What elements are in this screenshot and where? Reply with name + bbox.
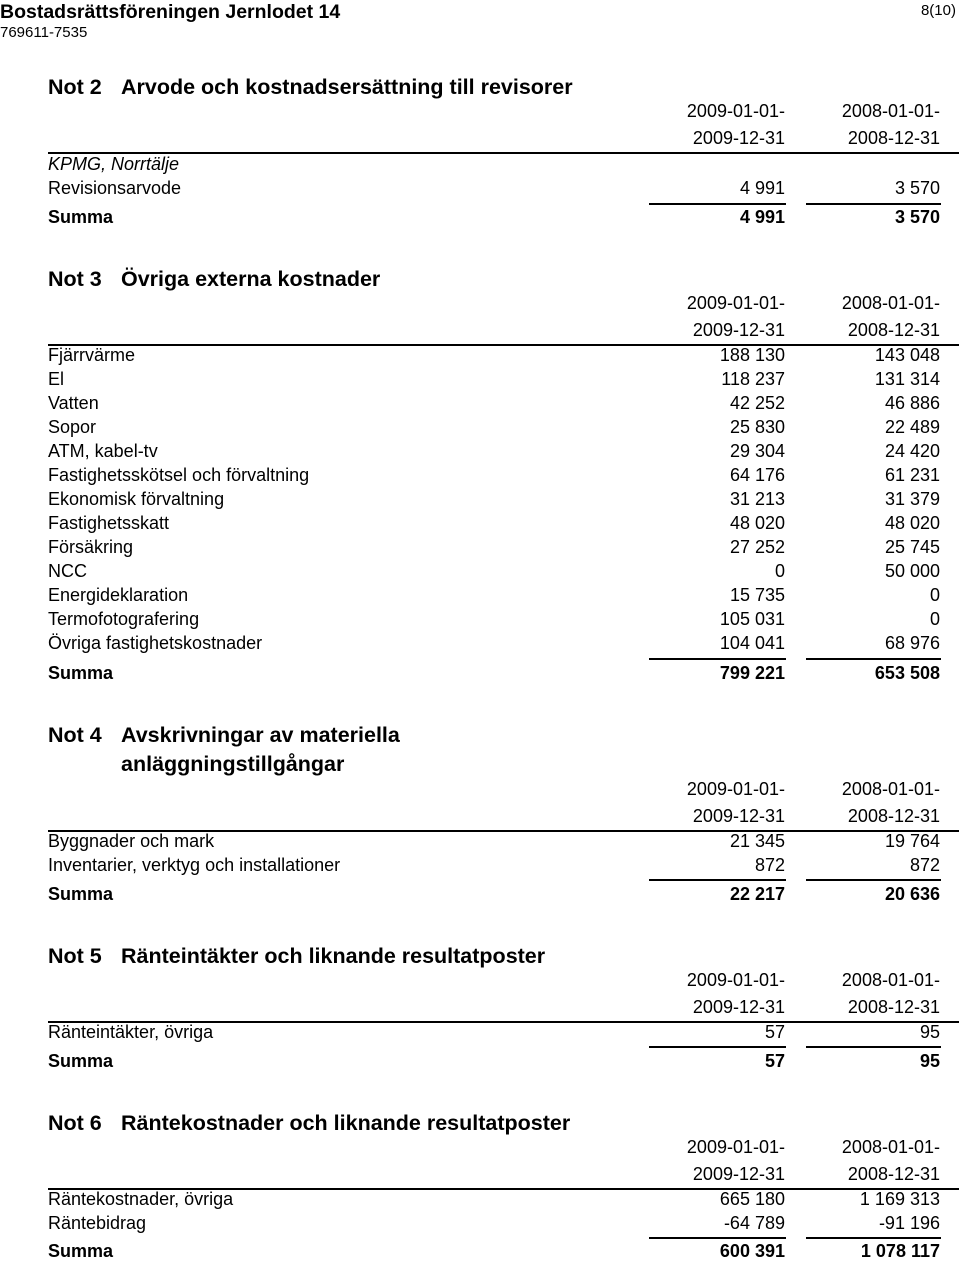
- row-previous: 19 764: [884, 831, 940, 851]
- row-label: Sopor: [48, 417, 97, 437]
- row-current: 31 213: [729, 489, 785, 509]
- sum-rule-current: [649, 1046, 786, 1048]
- row-label: Räntebidrag: [48, 1213, 147, 1233]
- row-label: Byggnader och mark: [48, 831, 215, 851]
- note-title: Avskrivningar av materiella: [121, 723, 400, 747]
- total-label: Summa: [48, 884, 114, 904]
- row-label: Ekonomisk förvaltning: [48, 489, 225, 509]
- row-current: 104 041: [719, 633, 785, 653]
- row-label: Revisionsarvode: [48, 178, 182, 198]
- period-previous-end: 2008-12-31: [847, 320, 940, 340]
- row-previous: 48 020: [884, 513, 940, 533]
- note-5-heading: [48, 942, 545, 970]
- note-title: Räntekostnader och liknande resultatposter: [121, 1111, 571, 1135]
- total-current: 600 391: [719, 1241, 785, 1261]
- row-current: 57: [764, 1022, 785, 1042]
- period-current-end: 2009-12-31: [692, 320, 785, 340]
- row-current: 27 252: [729, 537, 785, 557]
- row-current: 105 031: [719, 609, 785, 629]
- row-current: 665 180: [719, 1189, 785, 1209]
- sum-rule-previous: [806, 1046, 941, 1048]
- period-current-end: 2009-12-31: [692, 128, 785, 148]
- page-number: 8(10): [920, 2, 956, 19]
- sum-rule-current: [649, 879, 786, 881]
- sum-rule-current: [649, 658, 786, 660]
- row-label: El: [48, 369, 65, 389]
- total-current: 4 991: [739, 207, 785, 227]
- auditor-subheading: KPMG, Norrtälje: [48, 154, 180, 174]
- row-previous: 61 231: [884, 465, 940, 485]
- row-label: Fastighetsskötsel och förvaltning: [48, 465, 310, 485]
- row-label: Räntekostnader, övriga: [48, 1189, 234, 1209]
- note-3-heading: [48, 265, 380, 293]
- note-2-heading: [48, 73, 573, 101]
- row-previous: 50 000: [884, 561, 940, 581]
- row-label: ATM, kabel-tv: [48, 441, 158, 461]
- total-previous: 1 078 117: [860, 1241, 940, 1261]
- period-previous-start: 2008-01-01-: [841, 1137, 940, 1157]
- row-current: 25 830: [729, 417, 785, 437]
- row-previous: 46 886: [884, 393, 940, 413]
- row-label: Fastighetsskatt: [48, 513, 170, 533]
- period-current-start: 2009-01-01-: [686, 1137, 785, 1157]
- row-previous: 1 169 313: [859, 1189, 940, 1209]
- row-previous: 25 745: [884, 537, 940, 557]
- period-previous-start: 2008-01-01-: [841, 779, 940, 799]
- period-current-start: 2009-01-01-: [686, 779, 785, 799]
- row-current: -64 789: [723, 1213, 785, 1233]
- row-label: Ränteintäkter, övriga: [48, 1022, 214, 1042]
- row-current: 872: [754, 855, 785, 875]
- period-previous-start: 2008-01-01-: [841, 970, 940, 990]
- total-current: 22 217: [729, 884, 785, 904]
- note-title: Övriga externa kostnader: [121, 267, 381, 291]
- period-previous-end: 2008-12-31: [847, 128, 940, 148]
- period-current-start: 2009-01-01-: [686, 970, 785, 990]
- total-previous: 20 636: [884, 884, 940, 904]
- total-previous: 95: [919, 1051, 940, 1071]
- row-label: Fjärrvärme: [48, 345, 136, 365]
- note-number: Not 5: [48, 944, 102, 968]
- row-current: 188 130: [719, 345, 785, 365]
- sum-rule-previous: [806, 879, 941, 881]
- row-current: 118 237: [721, 369, 785, 389]
- row-current: 4 991: [739, 178, 785, 198]
- row-previous: 0: [929, 609, 940, 629]
- note-number: Not 4: [48, 723, 102, 747]
- total-label: Summa: [48, 1051, 114, 1071]
- note-4-heading-line2: anläggningstillgångar: [121, 752, 345, 776]
- row-current: 15 735: [729, 585, 785, 605]
- row-previous: 3 570: [894, 178, 940, 198]
- period-previous-start: 2008-01-01-: [841, 293, 940, 313]
- row-current: 42 252: [729, 393, 785, 413]
- row-previous: 31 379: [884, 489, 940, 509]
- total-previous: 653 508: [874, 663, 940, 683]
- total-label: Summa: [48, 207, 114, 227]
- total-current: 799 221: [719, 663, 785, 683]
- row-current: 29 304: [729, 441, 785, 461]
- note-number: Not 3: [48, 267, 102, 291]
- row-previous: 131 314: [874, 369, 940, 389]
- header-rule: [48, 152, 959, 154]
- period-previous-end: 2008-12-31: [847, 1164, 940, 1184]
- row-label: Vatten: [48, 393, 99, 413]
- note-6-heading: [48, 1109, 570, 1137]
- row-label: Energideklaration: [48, 585, 189, 605]
- organization-name: Bostadsrättsföreningen Jernlodet 14: [0, 1, 341, 23]
- period-previous-start: 2008-01-01-: [841, 101, 940, 121]
- period-current-start: 2009-01-01-: [686, 101, 785, 121]
- period-current-end: 2009-12-31: [692, 1164, 785, 1184]
- row-previous: -91 196: [878, 1213, 940, 1233]
- row-current: 48 020: [729, 513, 785, 533]
- note-number: Not 2: [48, 75, 102, 99]
- row-current: 64 176: [729, 465, 785, 485]
- row-previous: 143 048: [874, 345, 940, 365]
- row-previous: 22 489: [884, 417, 940, 437]
- sum-rule-previous: [806, 658, 941, 660]
- header-rule: [48, 344, 959, 346]
- total-label: Summa: [48, 1241, 114, 1261]
- period-current-end: 2009-12-31: [692, 806, 785, 826]
- row-previous: 95: [919, 1022, 940, 1042]
- period-previous-end: 2008-12-31: [847, 806, 940, 826]
- total-label: Summa: [48, 663, 114, 683]
- row-label: Termofotografering: [48, 609, 200, 629]
- note-title: Ränteintäkter och liknande resultatposter: [121, 944, 546, 968]
- note-4-heading: [48, 721, 400, 749]
- row-label: Försäkring: [48, 537, 134, 557]
- period-current-end: 2009-12-31: [692, 997, 785, 1017]
- row-previous: 872: [909, 855, 940, 875]
- row-previous: 68 976: [884, 633, 940, 653]
- row-current: 0: [774, 561, 785, 581]
- organization-number: 769611-7535: [0, 24, 88, 41]
- total-previous: 3 570: [894, 207, 940, 227]
- note-title: Arvode och kostnadsersättning till revisorer: [121, 75, 573, 99]
- row-previous: 0: [929, 585, 940, 605]
- note-number: Not 6: [48, 1111, 102, 1135]
- period-current-start: 2009-01-01-: [686, 293, 785, 313]
- period-previous-end: 2008-12-31: [847, 997, 940, 1017]
- row-label: Inventarier, verktyg och installationer: [48, 855, 341, 875]
- row-label: Övriga fastighetskostnader: [48, 633, 263, 653]
- total-current: 57: [764, 1051, 785, 1071]
- row-label: NCC: [48, 561, 87, 581]
- row-previous: 24 420: [884, 441, 940, 461]
- row-current: 21 345: [729, 831, 785, 851]
